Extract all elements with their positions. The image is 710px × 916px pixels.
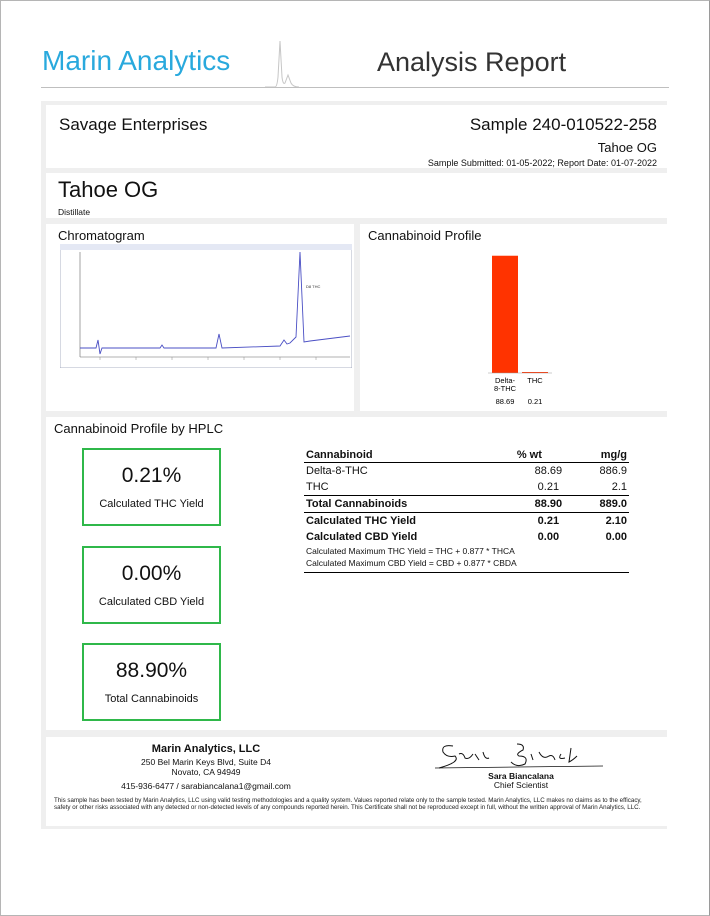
cbd-yield-value: 0.00% (121, 562, 182, 585)
category-label: Delta- (494, 376, 516, 385)
cannabinoid-profile-chart (360, 224, 667, 411)
note-row (304, 545, 629, 557)
thc-yield-row-pct: 0.21 (537, 515, 560, 527)
total-cannabinoids-box (82, 643, 221, 721)
table-row (304, 479, 629, 496)
product-type: Distillate (58, 207, 91, 217)
thc-yield-label: Calculated THC Yield (99, 498, 204, 510)
row-pct: 0.21 (537, 481, 560, 493)
chromatogram-box (46, 224, 354, 411)
report-title: Analysis Report (377, 47, 567, 77)
sample-name: Tahoe OG (597, 140, 657, 155)
total-row (304, 496, 629, 513)
row-mg: 2.1 (611, 481, 627, 493)
signer-name: Sara Biancalana (488, 771, 554, 781)
lab-info (46, 737, 366, 797)
thc-yield-row (304, 513, 629, 530)
total-cannabinoids-label: Total Cannabinoids (104, 693, 199, 705)
lab-address-1: 250 Bel Marin Keys Blvd, Suite D4 (141, 757, 271, 767)
lab-name: Marin Analytics, LLC (151, 743, 261, 755)
profile-chart-label: Cannabinoid Profile (368, 228, 482, 243)
row-pct: 88.69 (534, 465, 563, 477)
thc-yield-box (82, 448, 221, 526)
bar-delta-8-thc (492, 256, 518, 373)
cbd-yield-row-mg: 0.00 (605, 531, 627, 543)
row-name: THC (306, 481, 329, 493)
chromatogram-plot (60, 244, 352, 368)
thc-formula-note: Calculated Maximum THC Yield = THC + 0.877 * THCA (306, 546, 515, 556)
value-label: 88.69 (495, 397, 515, 406)
signature-icon (431, 740, 606, 772)
value-label: 0.21 (527, 397, 543, 406)
total-cannabinoids-value: 88.90% (115, 659, 188, 682)
row-mg: 886.9 (599, 465, 627, 477)
category-label: THC (527, 376, 543, 385)
client-box (46, 105, 667, 168)
product-box (46, 173, 667, 218)
note-row (304, 557, 629, 573)
profile-chart-box (360, 224, 667, 411)
table-row (304, 463, 629, 480)
row-name: Delta-8-THC (306, 465, 368, 477)
sample-dates: Sample Submitted: 01-05-2022; Report Date: 01-07-2022 (427, 158, 657, 168)
lab-contact: 415-936-6477 / sarabiancalana1@gmail.com (121, 781, 291, 791)
cbd-yield-box (82, 546, 221, 624)
thc-yield-row-name: Calculated THC Yield (306, 515, 417, 527)
total-row-pct: 88.90 (477, 496, 581, 513)
cbd-formula-note: Calculated Maximum CBD Yield = CBD + 0.877 * CBDA (304, 557, 629, 573)
cbd-yield-label: Calculated CBD Yield (98, 596, 205, 608)
chromatogram-peak-label: D8 THC (306, 284, 321, 289)
signer-title: Chief Scientist (493, 780, 549, 790)
category-label: 8-THC (493, 384, 517, 393)
lab-address-2: Novato, CA 94949 (171, 767, 241, 777)
hplc-label: Cannabinoid Profile by HPLC (54, 421, 224, 436)
cannabinoid-table (304, 448, 629, 573)
cbd-yield-row (304, 529, 629, 545)
sample-id: Sample 240-010522-258 (469, 115, 657, 134)
col-pct-wt: % wt (477, 448, 581, 463)
cbd-yield-row-pct: 0.00 (537, 531, 560, 543)
col-cannabinoid: Cannabinoid (304, 448, 477, 463)
cbd-yield-row-name: Calculated CBD Yield (306, 531, 418, 543)
table-header-row (304, 448, 629, 463)
client-name: Savage Enterprises (59, 115, 208, 134)
thc-yield-row-mg: 2.10 (605, 515, 627, 527)
disclaimer: This sample has been tested by Marin Analytics, LLC using valid testing methodologies and a quality system. Values reported relate only to the sample tested. Marin Analytics, LLC makes no claims as to the efficacy, safety or other risks associated with any detected or non-detected levels of any compounds reported herein. This Certificate shall not be reproduced except in full, without the written approval of Marin Analytics, LLC. (54, 797, 642, 812)
chromatogram-logo-icon (263, 37, 303, 89)
total-row-name: Total Cannabinoids (304, 496, 477, 513)
header-rule (41, 87, 669, 88)
col-mg-g: mg/g (582, 448, 629, 463)
product-name: Tahoe OG (58, 177, 159, 202)
brand-name: Marin Analytics (42, 45, 231, 76)
chromatogram-label: Chromatogram (58, 228, 145, 243)
total-row-mg: 889.0 (582, 496, 629, 513)
thc-yield-value: 0.21% (121, 464, 182, 487)
